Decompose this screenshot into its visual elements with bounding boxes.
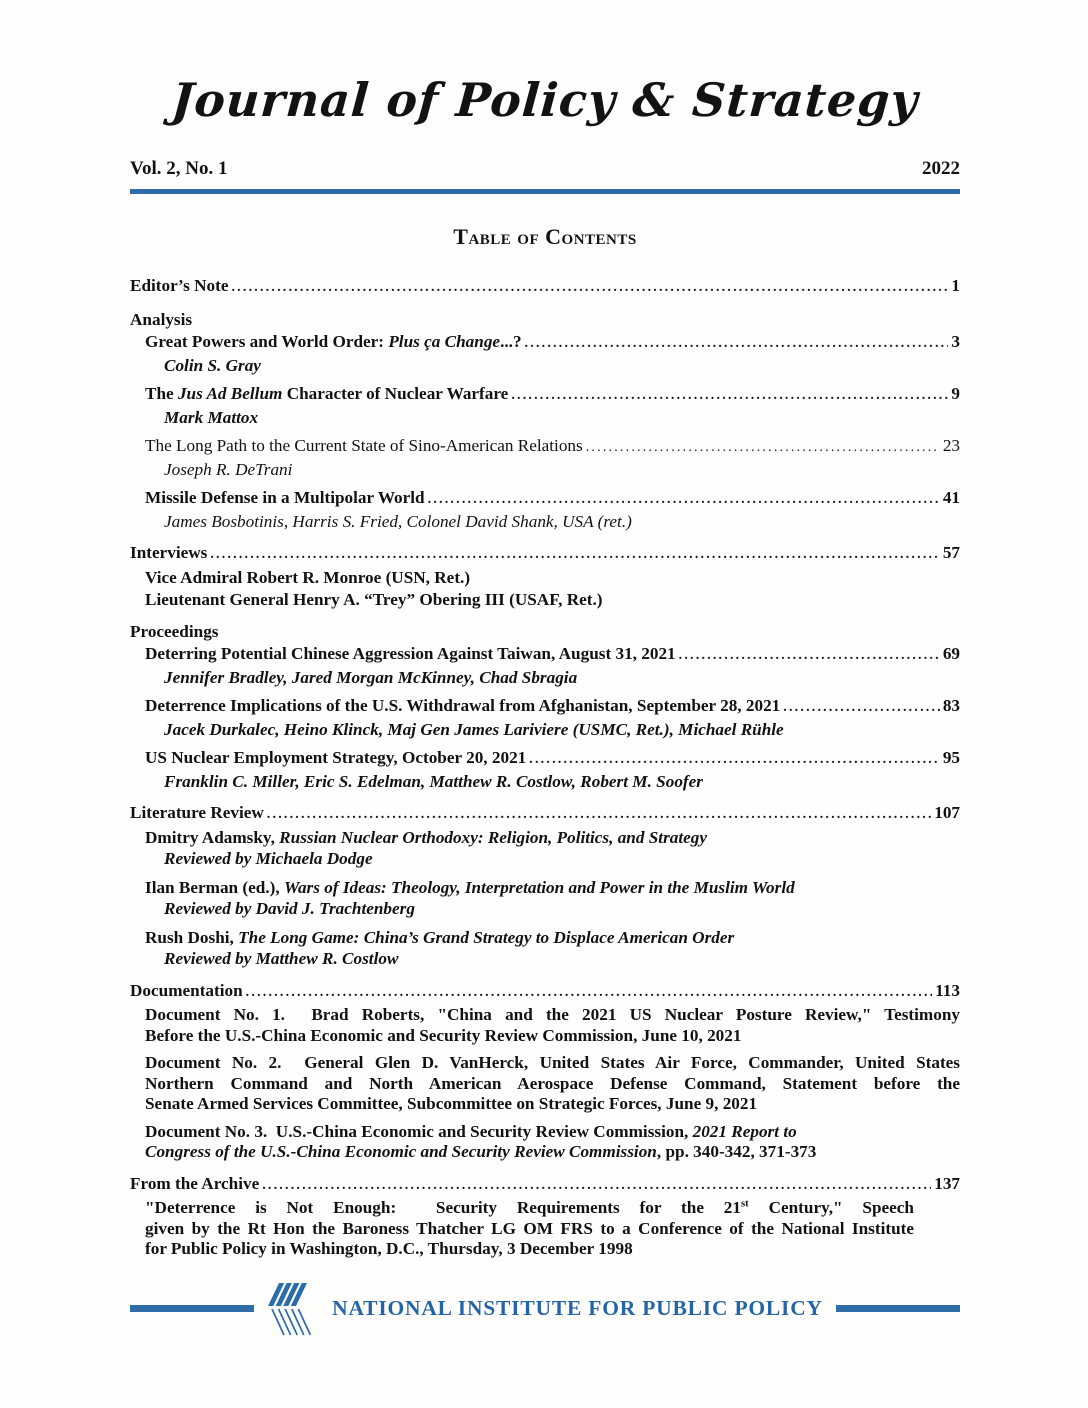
text-segment: Senate Armed Services Committee, Subcommittee on Strategic Forces, June 9, 2021 xyxy=(145,1094,758,1113)
volume-label: Vol. 2, No. 1 xyxy=(130,158,228,179)
text-segment: Document No. 3. U.S.-China Economic and Security Review Commission, xyxy=(145,1121,693,1141)
page-number: 83 xyxy=(942,696,960,715)
toc-section-proceedings xyxy=(130,622,960,643)
text-segment: Jennifer Bradley, Jared Morgan McKinney, Chad Sbragia xyxy=(164,667,578,687)
dot-leader xyxy=(783,696,940,719)
dot-leader xyxy=(210,543,939,566)
page-number: 137 xyxy=(934,1173,960,1193)
text-segment: Plus ça Change xyxy=(388,332,501,351)
dot-leader xyxy=(511,384,948,407)
dot-leader xyxy=(525,332,949,355)
toc-paragraph-line xyxy=(145,1094,960,1115)
toc-authors-long-path xyxy=(164,460,960,481)
text-segment: Northern Command and North American Aerospace Defense Command, Statement before the xyxy=(145,1073,960,1093)
text-segment: Deterring Potential Chinese Aggression Against Taiwan, August 31, 2021 xyxy=(145,644,676,663)
page-number: 3 xyxy=(951,332,960,351)
toc-entry-great-powers xyxy=(145,332,960,355)
text-segment: 2021 Report to xyxy=(692,1121,797,1141)
toc-item-title xyxy=(164,408,258,429)
dot-leader xyxy=(679,644,940,667)
toc-entry-interview-monroe xyxy=(145,568,960,589)
text-segment: Mark Mattox xyxy=(164,407,259,427)
dot-leader xyxy=(231,276,948,299)
toc-item-title xyxy=(164,460,292,481)
page-number: 9 xyxy=(951,384,960,403)
toc-authors-review-berman xyxy=(164,899,960,920)
toc-item-title xyxy=(130,276,228,297)
header-rule xyxy=(130,189,960,194)
footer-rule-right xyxy=(836,1305,960,1312)
dot-leader xyxy=(246,981,932,1004)
text-segment: Wars of Ideas: Theology, Interpretation and Power in the Muslim World xyxy=(283,877,795,897)
toc-authors-review-doshi xyxy=(164,949,960,970)
toc-paragraph-line xyxy=(145,1005,960,1026)
toc-doc-2 xyxy=(145,1053,960,1115)
toc-section-from-the-archive xyxy=(130,1174,960,1197)
toc-doc-1 xyxy=(145,1005,960,1046)
text-segment: Rush Doshi, xyxy=(145,927,239,947)
nipp-stripes-logo-icon xyxy=(267,1280,319,1338)
toc-section-documentation xyxy=(130,981,960,1004)
text-segment: ...? xyxy=(500,332,522,351)
text-segment: Reviewed by Matthew R. Costlow xyxy=(164,949,399,968)
toc-item-title xyxy=(164,949,398,970)
toc-paragraph-line xyxy=(145,1239,914,1260)
toc-paragraph-line xyxy=(145,1053,960,1074)
toc-entry-deterring-taiwan xyxy=(145,644,960,667)
text-segment: st xyxy=(741,1198,749,1210)
toc-entry-missile-defense xyxy=(145,488,960,511)
text-segment: Russian Nuclear Orthodoxy: Religion, Politics, and Strategy xyxy=(279,827,707,847)
text-segment: Colin S. Gray xyxy=(164,355,261,375)
toc-entry-interview-obering xyxy=(145,590,960,611)
toc-item-title xyxy=(145,568,470,589)
toc-item-title xyxy=(164,772,703,793)
toc-paragraph-line xyxy=(145,1026,960,1047)
text-segment: From the Archive xyxy=(130,1173,260,1193)
toc-item-title xyxy=(164,668,577,689)
page-number: 1 xyxy=(951,276,960,295)
text-segment: Editor’s Note xyxy=(130,276,229,295)
text-segment: Vice Admiral Robert R. Monroe (USN, Ret.) xyxy=(145,567,471,587)
toc-authors-missile-defense xyxy=(164,512,960,533)
text-segment: Literature Review xyxy=(130,803,264,822)
toc-paragraph-line xyxy=(145,1142,960,1163)
text-segment: Congress of the U.S.-China Economic and Security Review Commission xyxy=(145,1142,657,1161)
text-segment: Franklin C. Miller, Eric S. Edelman, Matthew R. Costlow, Robert M. Soofer xyxy=(164,771,703,791)
toc-authors-afghanistan xyxy=(164,720,960,741)
toc-item-title xyxy=(145,644,676,665)
toc-item-title xyxy=(145,878,795,899)
toc-item-title xyxy=(130,981,243,1002)
toc-item-title xyxy=(145,928,734,949)
text-segment: "Deterrence is Not Enough: Security Requirements for the 21 xyxy=(145,1198,741,1217)
text-segment: Reviewed by Michaela Dodge xyxy=(164,849,373,868)
page-footer xyxy=(130,1280,960,1338)
text-segment: Jacek Durkalec, Heino Klinck, Maj Gen James Lariviere (USMC, Ret.), Michael Rühle xyxy=(164,719,784,739)
page-number: 113 xyxy=(935,980,960,1000)
toc-entry-review-adamsky xyxy=(145,828,960,849)
text-segment: James Bosbotinis, Harris S. Fried, Colonel David Shank, USA (ret.) xyxy=(164,511,632,531)
text-segment: Document No. 1. Brad Roberts, "China and the 2021 US Nuclear Posture Review," Testimony xyxy=(145,1005,960,1024)
toc-item-title xyxy=(130,1174,259,1195)
toc-entry-review-doshi xyxy=(145,928,960,949)
toc-paragraph-line xyxy=(145,1122,960,1143)
footer-rule-left xyxy=(130,1305,254,1312)
text-segment: Dmitry Adamsky, xyxy=(145,827,280,847)
toc-item-title xyxy=(145,332,522,353)
toc-item-title xyxy=(145,436,583,457)
toc-item-title xyxy=(145,488,425,509)
text-segment: The Long Path to the Current State of Sino-American Relations xyxy=(145,436,583,455)
text-segment: Character of Nuclear Warfare xyxy=(282,384,509,403)
text-segment: The xyxy=(145,384,178,403)
toc-item-title xyxy=(145,696,780,717)
toc-paragraph-line xyxy=(145,1198,914,1219)
toc-paragraph-line xyxy=(145,1219,914,1240)
toc-item-title xyxy=(130,310,192,331)
toc-item-title xyxy=(164,849,373,870)
text-segment: Lieutenant General Henry A. “Trey” Obering III (USAF, Ret.) xyxy=(145,590,603,609)
toc-item-title xyxy=(145,748,526,769)
toc-entry-review-berman xyxy=(145,878,960,899)
text-segment: Interviews xyxy=(130,543,208,562)
toc-section-analysis xyxy=(130,310,960,331)
text-segment: Ilan Berman (ed.), xyxy=(145,877,284,897)
dot-leader xyxy=(267,803,931,826)
text-segment: Reviewed by David J. Trachtenberg xyxy=(164,899,415,918)
page-number: 23 xyxy=(942,436,960,455)
toc-archive-thatcher-speech xyxy=(145,1198,960,1260)
volume-year-row xyxy=(130,158,960,180)
toc-item-title xyxy=(164,356,261,377)
toc-item-title xyxy=(164,720,784,741)
page-header xyxy=(130,70,960,250)
text-segment: Missile Defense in a Multipolar World xyxy=(145,488,425,507)
dot-leader xyxy=(428,488,940,511)
text-segment: Analysis xyxy=(130,309,193,329)
text-segment: Joseph R. DeTrani xyxy=(164,459,293,479)
journal-title: Journal of Policy & Strategy xyxy=(169,73,921,127)
toc-entry-employment-strategy xyxy=(145,748,960,771)
page-number: 41 xyxy=(942,488,960,507)
toc-item-title xyxy=(130,803,264,824)
text-segment: given by the Rt Hon the Baroness Thatcher LG OM FRS to a Conference of the National Institute xyxy=(145,1218,914,1238)
toc-item-title xyxy=(130,543,207,564)
page-number: 95 xyxy=(942,748,960,767)
dot-leader xyxy=(586,436,940,459)
toc-authors-deterring-taiwan xyxy=(164,668,960,689)
toc-heading: Table of Contents xyxy=(453,224,637,249)
dot-leader xyxy=(529,748,940,771)
toc-authors-review-adamsky xyxy=(164,849,960,870)
text-segment: Documentation xyxy=(130,980,243,1000)
text-segment: Century," Speech xyxy=(748,1198,914,1217)
toc-doc-3 xyxy=(145,1122,960,1163)
toc-item-title xyxy=(130,622,218,643)
text-segment: Jus Ad Bellum xyxy=(177,384,283,403)
dot-leader xyxy=(262,1174,931,1197)
toc-entry-editors-note xyxy=(130,276,960,299)
toc-item-title xyxy=(145,828,707,849)
toc-section-interviews xyxy=(130,543,960,566)
text-segment: Before the U.S.-China Economic and Security Review Commission, June 10, 2021 xyxy=(145,1025,742,1045)
text-segment: Document No. 2. General Glen D. VanHerck, United States Air Force, Commander, United States xyxy=(145,1053,960,1072)
page-number: 57 xyxy=(942,543,960,562)
toc-entry-jus-ad-bellum xyxy=(145,384,960,407)
page-number: 69 xyxy=(942,644,960,663)
toc-authors-great-powers xyxy=(164,356,960,377)
toc-authors-employment-strategy xyxy=(164,772,960,793)
page-number: 107 xyxy=(934,803,960,822)
toc-item-title xyxy=(145,384,508,405)
text-segment: Deterrence Implications of the U.S. Withdrawal from Afghanistan, September 28, 2021 xyxy=(145,696,781,715)
toc-paragraph-line xyxy=(145,1074,960,1095)
toc-entry-afghanistan xyxy=(145,696,960,719)
text-segment: for Public Policy in Washington, D.C., Thursday, 3 December 1998 xyxy=(145,1239,633,1258)
toc-item-title xyxy=(164,512,632,533)
text-segment: US Nuclear Employment Strategy, October 20, 2021 xyxy=(145,748,527,767)
text-segment: Great Powers and World Order: xyxy=(145,332,389,351)
text-segment: The Long Game: China’s Grand Strategy to Displace American Order xyxy=(238,927,735,947)
toc-item-title xyxy=(145,590,603,611)
toc-authors-jus-ad-bellum xyxy=(164,408,960,429)
toc-entry-long-path xyxy=(145,436,960,459)
table-of-contents xyxy=(130,276,960,1260)
footer-org-name: NATIONAL INSTITUTE FOR PUBLIC POLICY xyxy=(332,1296,823,1320)
text-segment: , pp. 340-342, 371-373 xyxy=(656,1142,817,1161)
year-label: 2022 xyxy=(922,158,960,179)
toc-item-title xyxy=(164,899,415,920)
toc-section-literature-review xyxy=(130,803,960,826)
text-segment: Proceedings xyxy=(130,621,219,641)
